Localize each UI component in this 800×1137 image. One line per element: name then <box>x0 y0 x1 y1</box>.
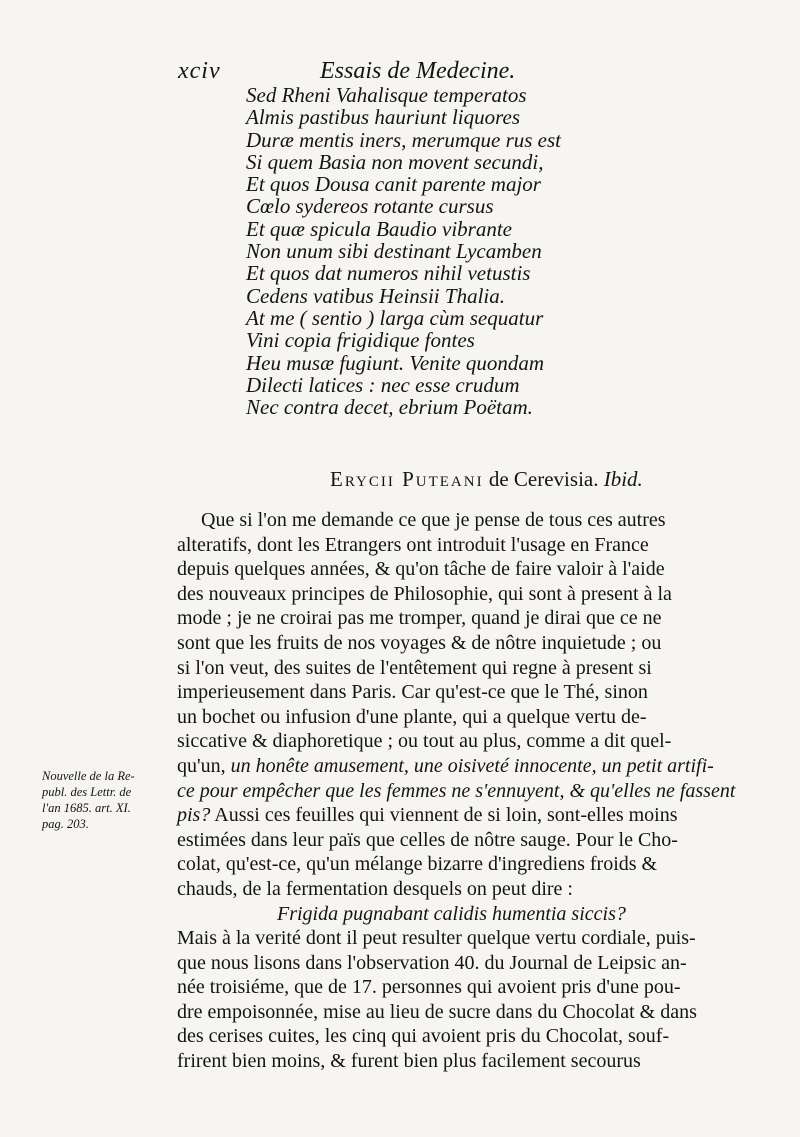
text-segment: Aussi ces feuilles qui viennent de si loin, sont-elles moins <box>214 804 678 827</box>
margin-note-line: Nouvelle de la Re- <box>42 769 135 783</box>
poem-line: Cœlo sydereos rotante cursus <box>246 194 494 219</box>
latin-poem <box>246 84 666 418</box>
poem-line: Si quem Basia non movent secundi, <box>246 149 544 174</box>
text-line: depuis quelques années, & qu'on tâche de faire valoir à l'aide <box>177 558 665 581</box>
text-line: Mais à la verité dont il peut resulter quelque vertu cordiale, puis- <box>177 927 696 950</box>
text-line: des cerises cuites, les cinq qui avoient pris du Chocolat, souf- <box>177 1025 670 1048</box>
text-line: colat, qu'est-ce, qu'un mélange bizarre d'ingrediens froids & <box>177 853 658 876</box>
poem-line: At me ( sentio ) larga cùm sequatur <box>246 305 544 330</box>
text-line <box>177 803 771 828</box>
text-line: dre empoisonnée, mise au lieu de sucre dans du Chocolat & dans <box>177 1000 697 1023</box>
text-line: chauds, de la fermentation desquels on peut dire : <box>177 877 573 900</box>
text-line: Que si l'on me demande ce que je pense de tous ces autres <box>201 509 666 531</box>
poem-line: Nec contra decet, ebrium Poëtam. <box>246 395 533 420</box>
text-line: si l'on veut, des suites de l'entêtement qui regne à present si <box>177 656 652 679</box>
text-line: mode ; je ne croirai pas me tromper, quand je dirai que ce ne <box>177 607 662 630</box>
section-heading <box>330 466 750 492</box>
poem-line: Duræ mentis iners, merumque rus est <box>246 127 561 152</box>
text-line: estimées dans leur païs que celles de nôtre sauge. Pour le Cho- <box>177 828 678 851</box>
quotation-italic: un honête amusement, une oisiveté innocente, un petit artifi- <box>230 754 714 777</box>
text-line: que nous lisons dans l'observation 40. du Journal de Leipsic an- <box>177 951 687 974</box>
margin-note-line: publ. des Lettr. de <box>42 785 132 799</box>
text-line <box>177 754 771 779</box>
text-line: sont que les fruits de nos voyages & de nôtre inquietude ; ou <box>177 631 662 654</box>
text-line: ce pour empêcher que les femmes ne s'ennuyent, & qu'elles ne fassent <box>177 779 736 802</box>
page-number: xciv <box>178 58 221 84</box>
running-header <box>178 56 578 86</box>
text-line: un bochet ou infusion d'une plante, qui a quelque vertu de- <box>177 705 647 728</box>
poem-line: Heu musæ fugiunt. Venite quondam <box>246 350 545 375</box>
running-title: Essais de Medecine. <box>320 58 516 84</box>
text-line: des nouveaux principes de Philosophie, qui sont à present à la <box>177 582 672 605</box>
text-line: imperieusement dans Paris. Car qu'est-ce que le Thé, sinon <box>177 681 648 704</box>
marginal-note <box>42 768 170 832</box>
text-line: alteratifs, dont les Etrangers ont introduit l'usage en France <box>177 533 649 556</box>
poem-line: Dilecti latices : nec esse crudum <box>246 372 520 397</box>
poem-line: Cedens vatibus Heinsii Thalia. <box>246 283 505 308</box>
text-line: née troisiéme, que de 17. personnes qui avoient pris d'une pou- <box>177 976 681 999</box>
text-segment: qu'un, <box>177 754 226 777</box>
verse-quotation: Frigida pugnabant calidis humentia siccis? <box>277 902 626 925</box>
heading-author: Erycii Puteani <box>330 467 484 491</box>
poem-line: Et quos dat numeros nihil vetustis <box>246 261 531 286</box>
poem-line: Vini copia frigidique fontes <box>246 328 475 353</box>
heading-reference: Ibid. <box>603 467 643 491</box>
poem-line: Non unum sibi destinant Lycamben <box>246 239 542 264</box>
text-line: siccative & diaphoretique ; ou tout au plus, comme a dit quel- <box>177 730 672 753</box>
poem-line: Et quæ spicula Baudio vibrante <box>246 216 512 241</box>
poem-line: Almis pastibus hauriunt liquores <box>246 105 520 130</box>
margin-note-line: pag. 203. <box>42 817 89 831</box>
body-text <box>177 508 771 1074</box>
poem-line: Et quos Dousa canit parente major <box>246 172 541 197</box>
heading-subject: de Cerevisia. <box>488 467 599 491</box>
text-line: frirent bien moins, & furent bien plus facilement secourus <box>177 1050 641 1073</box>
margin-note-line: l'an 1685. art. XI. <box>42 801 131 815</box>
quotation-italic: pis? <box>177 804 211 827</box>
poem-line: Sed Rheni Vahalisque temperatos <box>246 83 527 107</box>
